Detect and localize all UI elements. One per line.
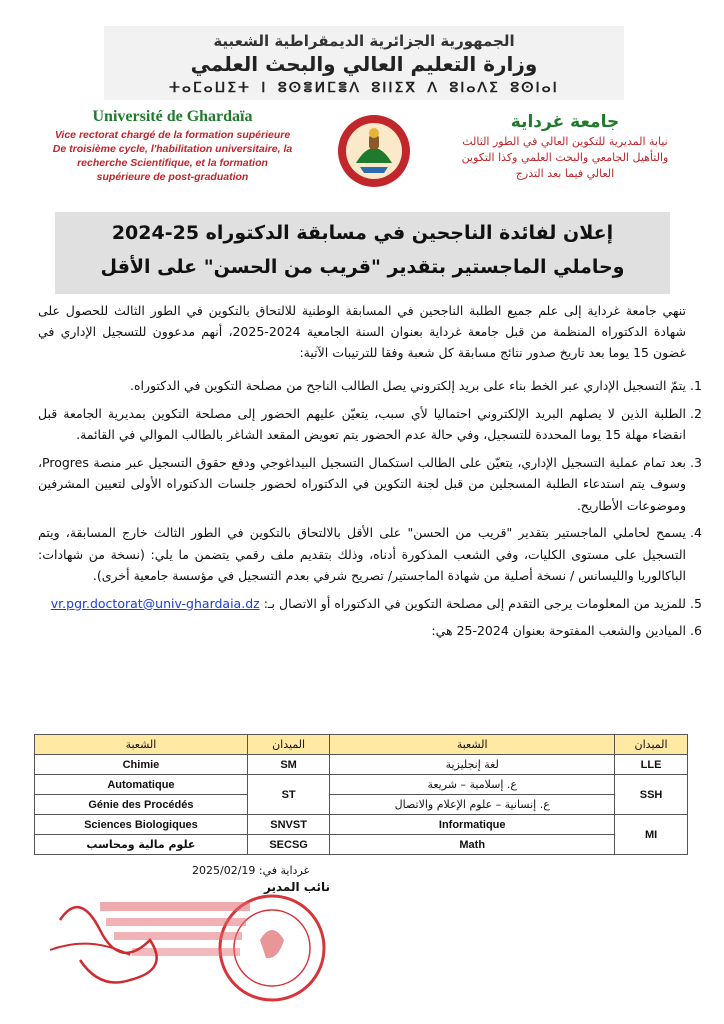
list-item: 6. الميادين والشعب المفتوحة بعنوان 2024-25 هي: [38,620,686,642]
table-row [35,775,688,795]
branch-cell: لغة إنجليزية [330,755,615,775]
university-name-fr: Université de Ghardaïa [92,108,253,125]
branch-cell: علوم مالية ومحاسب [35,835,248,855]
branch-cell: ع. إسلامية – شريعة [330,775,615,795]
vice-rectorate-line: De troisième cycle, l'habilitation universitaire, la [52,143,293,155]
list-item: 1. يتمّ التسجيل الإداري عبر الخط بناء على بريد إلكتروني يصل الطالب الناجح من مصلحة التكوين في الدكتوراه. [38,375,686,397]
official-stamp-icon [40,880,370,1010]
branch-cell: Automatique [35,775,248,795]
branch-cell: Math [330,835,615,855]
vice-rectorate-line: Vice rectorat chargé de la formation supérieure [54,129,291,141]
announcement-title [55,212,670,294]
vice-rectorate-line: نيابة المديرية للتكوين العالي في الطور الثالث [462,135,668,148]
document-date: غرداية في: 2025/02/19 [192,864,310,877]
branch-cell: Informatique [330,815,615,835]
branch-cell: ع. إنسانية – علوم الإعلام والاتصال [330,795,615,815]
title-line-2: وحاملي الماجستير بتقدير "قريب من الحسن" على الأقل [100,256,625,278]
table-row [35,755,688,775]
list-item: 2. الطلبة الذين لا يصلهم البريد الإلكتروني احتماليا لأي سبب، يتعيّن عليهم الحضور إلى مصلحة التكوين بمديرية الجامعة قبل انقضاء مهلة 15 يوما المحددة للتسجيل، وفي حالة عدم الحضور يتم تعويض المقعد الشاغر بالطالب الموالي في القائمة. [38,403,686,446]
domain-cell: ST [247,775,329,815]
table-row [35,835,688,855]
university-header-ar [440,112,690,182]
contact-email-link[interactable]: vr.pgr.doctorat@univ-ghardaia.dz [50,595,260,611]
university-header-fr [50,108,295,184]
domain-cell: SM [247,755,329,775]
domain-cell: SSH [615,775,688,815]
republic-name: الجمهورية الجزائرية الديمقراطية الشعبية [213,32,515,50]
ministry-name: وزارة التعليم العالي والبحث العلمي [190,52,538,76]
tifinagh-line: ⵜⴰⵎⴰⵡⵉⵜ ⵏ ⵓⵙⴻⵍⵎⴻⴷ ⵓⵏⵏⵉⴳ ⴷ ⵓⵏⴰⴷⵉ ⵓⵙⵏⴰⵏ [169,80,559,96]
title-line-1: إعلان لفائدة الناجحين في مسابقة الدكتوراه 25-2024 [111,222,614,244]
header-domain-right: الميدان [615,735,688,755]
list-item [38,593,686,615]
vice-rectorate-line: والتأهيل الجامعي والبحث العلمي وكذا التكوين [461,151,669,164]
vice-rectorate-line: supérieure de post-graduation [96,171,249,183]
table-row [35,795,688,815]
vice-rectorate-line: recherche Scientifique, et la formation [77,157,268,169]
university-logo-icon [336,113,412,189]
domain-cell: SECSG [247,835,329,855]
ministry-banner [104,26,624,100]
contact-text: للمزيد من المعلومات يرجى التقدم إلى مصلحة التكوين في الدكتوراه أو الاتصال بـ: [263,595,686,611]
list-item: 4. يسمح لحاملي الماجستير بتقدير "قريب من الحسن" على الأقل بالالتحاق بالتكوين في الطور الثالث خارج المسابقة، ويتم التسجيل على مستوى الكليات، وفي الشعب المذكورة أدناه، وذلك بتقديم ملف رقمي يتضمن ما يلي: (نسخة من شهادات: الباكالوريا والليسانس / نسخة أصلية من شهادة الماجستير/ تصريح شرفي بعدم التسجيل في مؤسسة جامعية أخرى). [38,522,686,587]
branch-cell: Chimie [35,755,248,775]
vice-rectorate-line: العالي فيما بعد التدرج [515,167,615,180]
instructions-list [38,375,708,648]
vice-rectorate-ar [440,134,690,182]
table-header-row [35,735,688,755]
domains-table [34,734,688,855]
list-item: 3. بعد تمام عملية التسجيل الإداري، يتعيّن على الطالب استكمال التسجيل البيداغوجي ودفع حقوق التسجيل عبر منصة Progres، وسوف يتم استدعاء الطلبة المسجلين من قبل لجنة التكوين في الدكتوراه لحضور جلسات الدكتوراه الأولى لتعيين المشرفين وموضوعات الأطاريح. [38,452,686,517]
domain-cell: SNVST [247,815,329,835]
signatory-title: نائب المدير [264,880,330,894]
university-name-ar: جامعة غرداية [510,112,620,132]
domain-cell: MI [615,815,688,855]
header-domain-left: الميدان [247,735,329,755]
intro-paragraph: تنهي جامعة غرداية إلى علم جميع الطلبة الناجحين في المسابقة الوطنية للالتحاق بالتكوين في الطور الثالث للحصول على شهادة الدكتوراه المنظمة من قبل جامعة غرداية بعنوان السنة الجامعية 2024-2025، أنهم مدعوون للتسجيل الإداري في غضون 15 يوما بعد تاريخ صدور نتائج مسابقة كل شعبة وفقا للترتيبات الآتية: [38,303,686,360]
branch-cell: Sciences Biologiques [35,815,248,835]
header-branch-left: الشعبة [35,735,248,755]
table-row [35,815,688,835]
domain-cell: LLE [615,755,688,775]
vice-rectorate-fr [50,128,295,184]
header-branch-right: الشعبة [330,735,615,755]
branch-cell: Génie des Procédés [35,795,248,815]
